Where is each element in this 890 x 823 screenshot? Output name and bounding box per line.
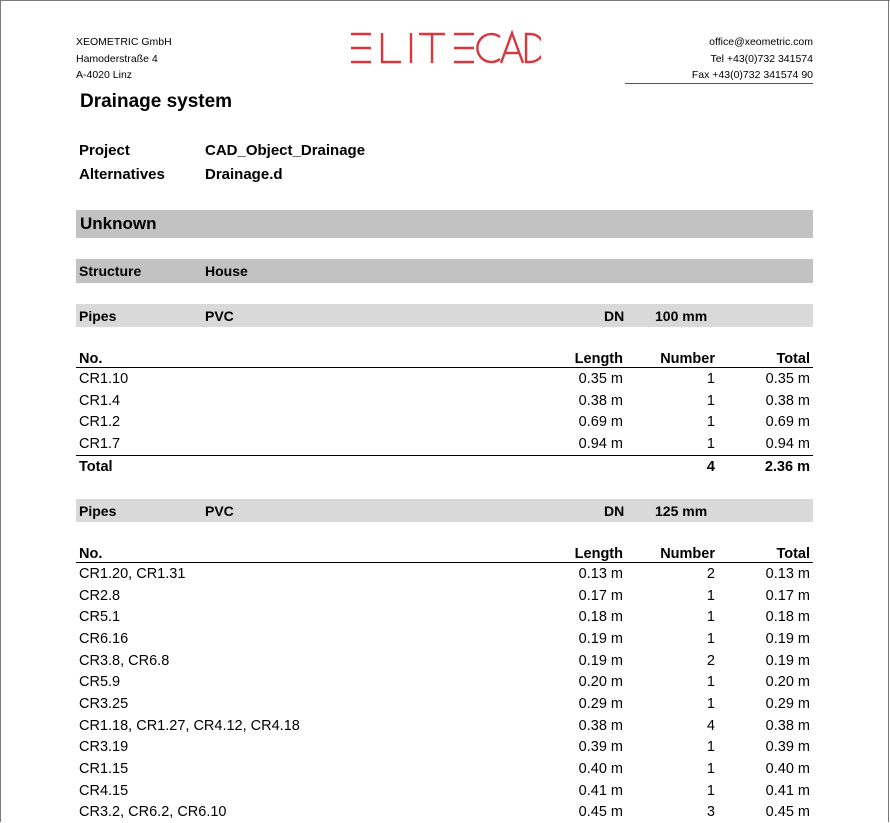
cell-total: 0.17 m xyxy=(765,587,810,604)
cell-no: CR1.10 xyxy=(79,370,129,387)
cell-total: 0.13 m xyxy=(765,565,810,582)
structure-label: Structure xyxy=(79,263,142,279)
cell-length: 0.38 m xyxy=(578,392,623,409)
cell-no: CR4.15 xyxy=(79,782,129,799)
table-row xyxy=(76,737,813,759)
cell-number: 1 xyxy=(706,739,715,756)
cell-length: 0.40 m xyxy=(578,761,623,778)
alternatives-value: Drainage.d xyxy=(205,166,283,183)
cell-number: 1 xyxy=(706,674,715,691)
table-row xyxy=(76,411,813,433)
dn-value: 125 mm xyxy=(655,502,708,519)
dn-label: DN xyxy=(604,307,625,324)
cell-number: 3 xyxy=(706,804,715,821)
cell-length: 0.45 m xyxy=(578,804,623,821)
cell-number: 1 xyxy=(706,609,715,626)
table-header-row xyxy=(76,541,813,563)
cell-no: CR6.16 xyxy=(79,630,129,647)
company-street: Hamoderstraße 4 xyxy=(76,52,158,65)
cell-number: 1 xyxy=(706,782,715,799)
col-no: No. xyxy=(79,351,103,367)
table-row xyxy=(76,715,813,737)
cell-length: 0.20 m xyxy=(578,674,623,691)
cell-length: 0.19 m xyxy=(578,630,623,647)
company-address xyxy=(76,34,172,84)
cell-no: CR5.9 xyxy=(79,674,121,691)
table-row xyxy=(76,650,813,672)
cell-number: 1 xyxy=(706,695,715,712)
cell-number: 1 xyxy=(706,587,715,604)
cell-total: 0.41 m xyxy=(765,782,810,799)
pipes-table xyxy=(76,346,813,477)
structure-value: House xyxy=(205,263,248,279)
table-row xyxy=(76,606,813,628)
cell-no: CR3.8, CR6.8 xyxy=(79,652,170,669)
project-value: CAD_Object_Drainage xyxy=(205,142,366,159)
cell-total: 0.40 m xyxy=(765,761,810,778)
cell-no: CR1.7 xyxy=(79,435,121,452)
cell-length: 0.94 m xyxy=(578,435,623,452)
table-row xyxy=(76,802,813,823)
col-total: Total xyxy=(776,546,810,562)
page-border-left xyxy=(0,0,1,822)
company-name: XEOMETRIC GmbH xyxy=(76,36,172,48)
pipes-section-header xyxy=(76,499,813,522)
cell-total: 0.29 m xyxy=(765,695,810,712)
table-row xyxy=(76,693,813,715)
cell-no: CR1.15 xyxy=(79,761,129,778)
total-length: 2.36 m xyxy=(764,458,810,475)
cell-length: 0.19 m xyxy=(578,652,623,669)
cell-no: CR2.8 xyxy=(79,587,121,604)
structure-header xyxy=(76,259,813,283)
alternatives-label: Alternatives xyxy=(79,166,165,183)
table-row xyxy=(76,433,813,455)
cell-total: 0.38 m xyxy=(765,717,810,734)
table-row xyxy=(76,368,813,390)
dn-value: 100 mm xyxy=(655,307,708,324)
total-number: 4 xyxy=(706,458,715,475)
pipes-type: Pipes xyxy=(79,502,117,519)
cell-number: 2 xyxy=(706,652,715,669)
table-row xyxy=(76,563,813,585)
table-row xyxy=(76,780,813,802)
cell-total: 0.38 m xyxy=(765,392,810,409)
cell-length: 0.13 m xyxy=(578,565,623,582)
cell-no: CR5.1 xyxy=(79,609,121,626)
cell-length: 0.38 m xyxy=(578,717,623,734)
company-city: A-4020 Linz xyxy=(76,69,133,81)
cell-number: 1 xyxy=(706,392,715,409)
cell-number: 1 xyxy=(706,761,715,778)
cell-number: 1 xyxy=(706,370,715,387)
total-label: Total xyxy=(79,458,113,475)
cell-total: 0.94 m xyxy=(765,435,810,452)
col-total: Total xyxy=(776,351,810,367)
cell-total: 0.19 m xyxy=(765,630,810,647)
cell-no: CR1.4 xyxy=(79,392,121,409)
cell-number: 1 xyxy=(706,435,715,452)
cell-number: 1 xyxy=(706,414,715,431)
table-row xyxy=(76,585,813,607)
pipes-type: Pipes xyxy=(79,307,117,324)
cell-number: 2 xyxy=(706,565,715,582)
pipes-material: PVC xyxy=(205,307,234,324)
col-number: Number xyxy=(660,351,715,367)
group-header xyxy=(76,210,813,238)
cell-length: 0.29 m xyxy=(578,695,623,712)
cell-length: 0.41 m xyxy=(578,782,623,799)
cell-no: CR1.18, CR1.27, CR4.12, CR4.18 xyxy=(79,717,300,734)
company-contact xyxy=(692,34,813,84)
cell-total: 0.45 m xyxy=(765,804,810,821)
project-label: Project xyxy=(79,142,130,159)
col-no: No. xyxy=(79,546,103,562)
report-title: Drainage system xyxy=(80,91,233,112)
cell-length: 0.18 m xyxy=(578,609,623,626)
cell-no: CR3.19 xyxy=(79,739,129,756)
cell-no: CR1.2 xyxy=(79,414,121,431)
page-border-top xyxy=(0,0,890,1)
pipes-table xyxy=(76,541,813,823)
table-row xyxy=(76,628,813,650)
col-length: Length xyxy=(574,351,623,367)
cell-number: 1 xyxy=(706,630,715,647)
col-number: Number xyxy=(660,546,715,562)
cell-number: 4 xyxy=(706,717,715,734)
group-label: Unknown xyxy=(80,214,157,233)
page-border-right xyxy=(888,0,889,822)
table-header-row xyxy=(76,346,813,368)
header-divider xyxy=(625,83,813,84)
table-row xyxy=(76,758,813,780)
col-length: Length xyxy=(574,546,623,562)
cell-no: CR3.2, CR6.2, CR6.10 xyxy=(79,804,227,821)
pipes-section-header xyxy=(76,304,813,327)
cell-total: 0.19 m xyxy=(765,652,810,669)
table-row xyxy=(76,671,813,693)
table-row xyxy=(76,390,813,412)
elitecad-logo xyxy=(349,29,541,67)
pipes-material: PVC xyxy=(205,502,234,519)
cell-total: 0.69 m xyxy=(765,414,810,431)
cell-no: CR3.25 xyxy=(79,695,129,712)
cell-length: 0.17 m xyxy=(578,587,623,604)
cell-total: 0.35 m xyxy=(765,370,810,387)
cell-total: 0.18 m xyxy=(765,609,810,626)
cell-no: CR1.20, CR1.31 xyxy=(79,565,186,582)
cell-length: 0.35 m xyxy=(578,370,623,387)
company-tel: Tel +43(0)732 341574 xyxy=(710,52,813,65)
dn-label: DN xyxy=(604,502,625,519)
cell-total: 0.20 m xyxy=(765,674,810,691)
company-fax: Fax +43(0)732 341574 90 xyxy=(691,69,813,81)
cell-total: 0.39 m xyxy=(765,739,810,756)
cell-length: 0.69 m xyxy=(578,414,623,431)
company-email: office@xeometric.com xyxy=(709,36,813,48)
cell-length: 0.39 m xyxy=(578,739,623,756)
table-total-row xyxy=(76,455,813,477)
